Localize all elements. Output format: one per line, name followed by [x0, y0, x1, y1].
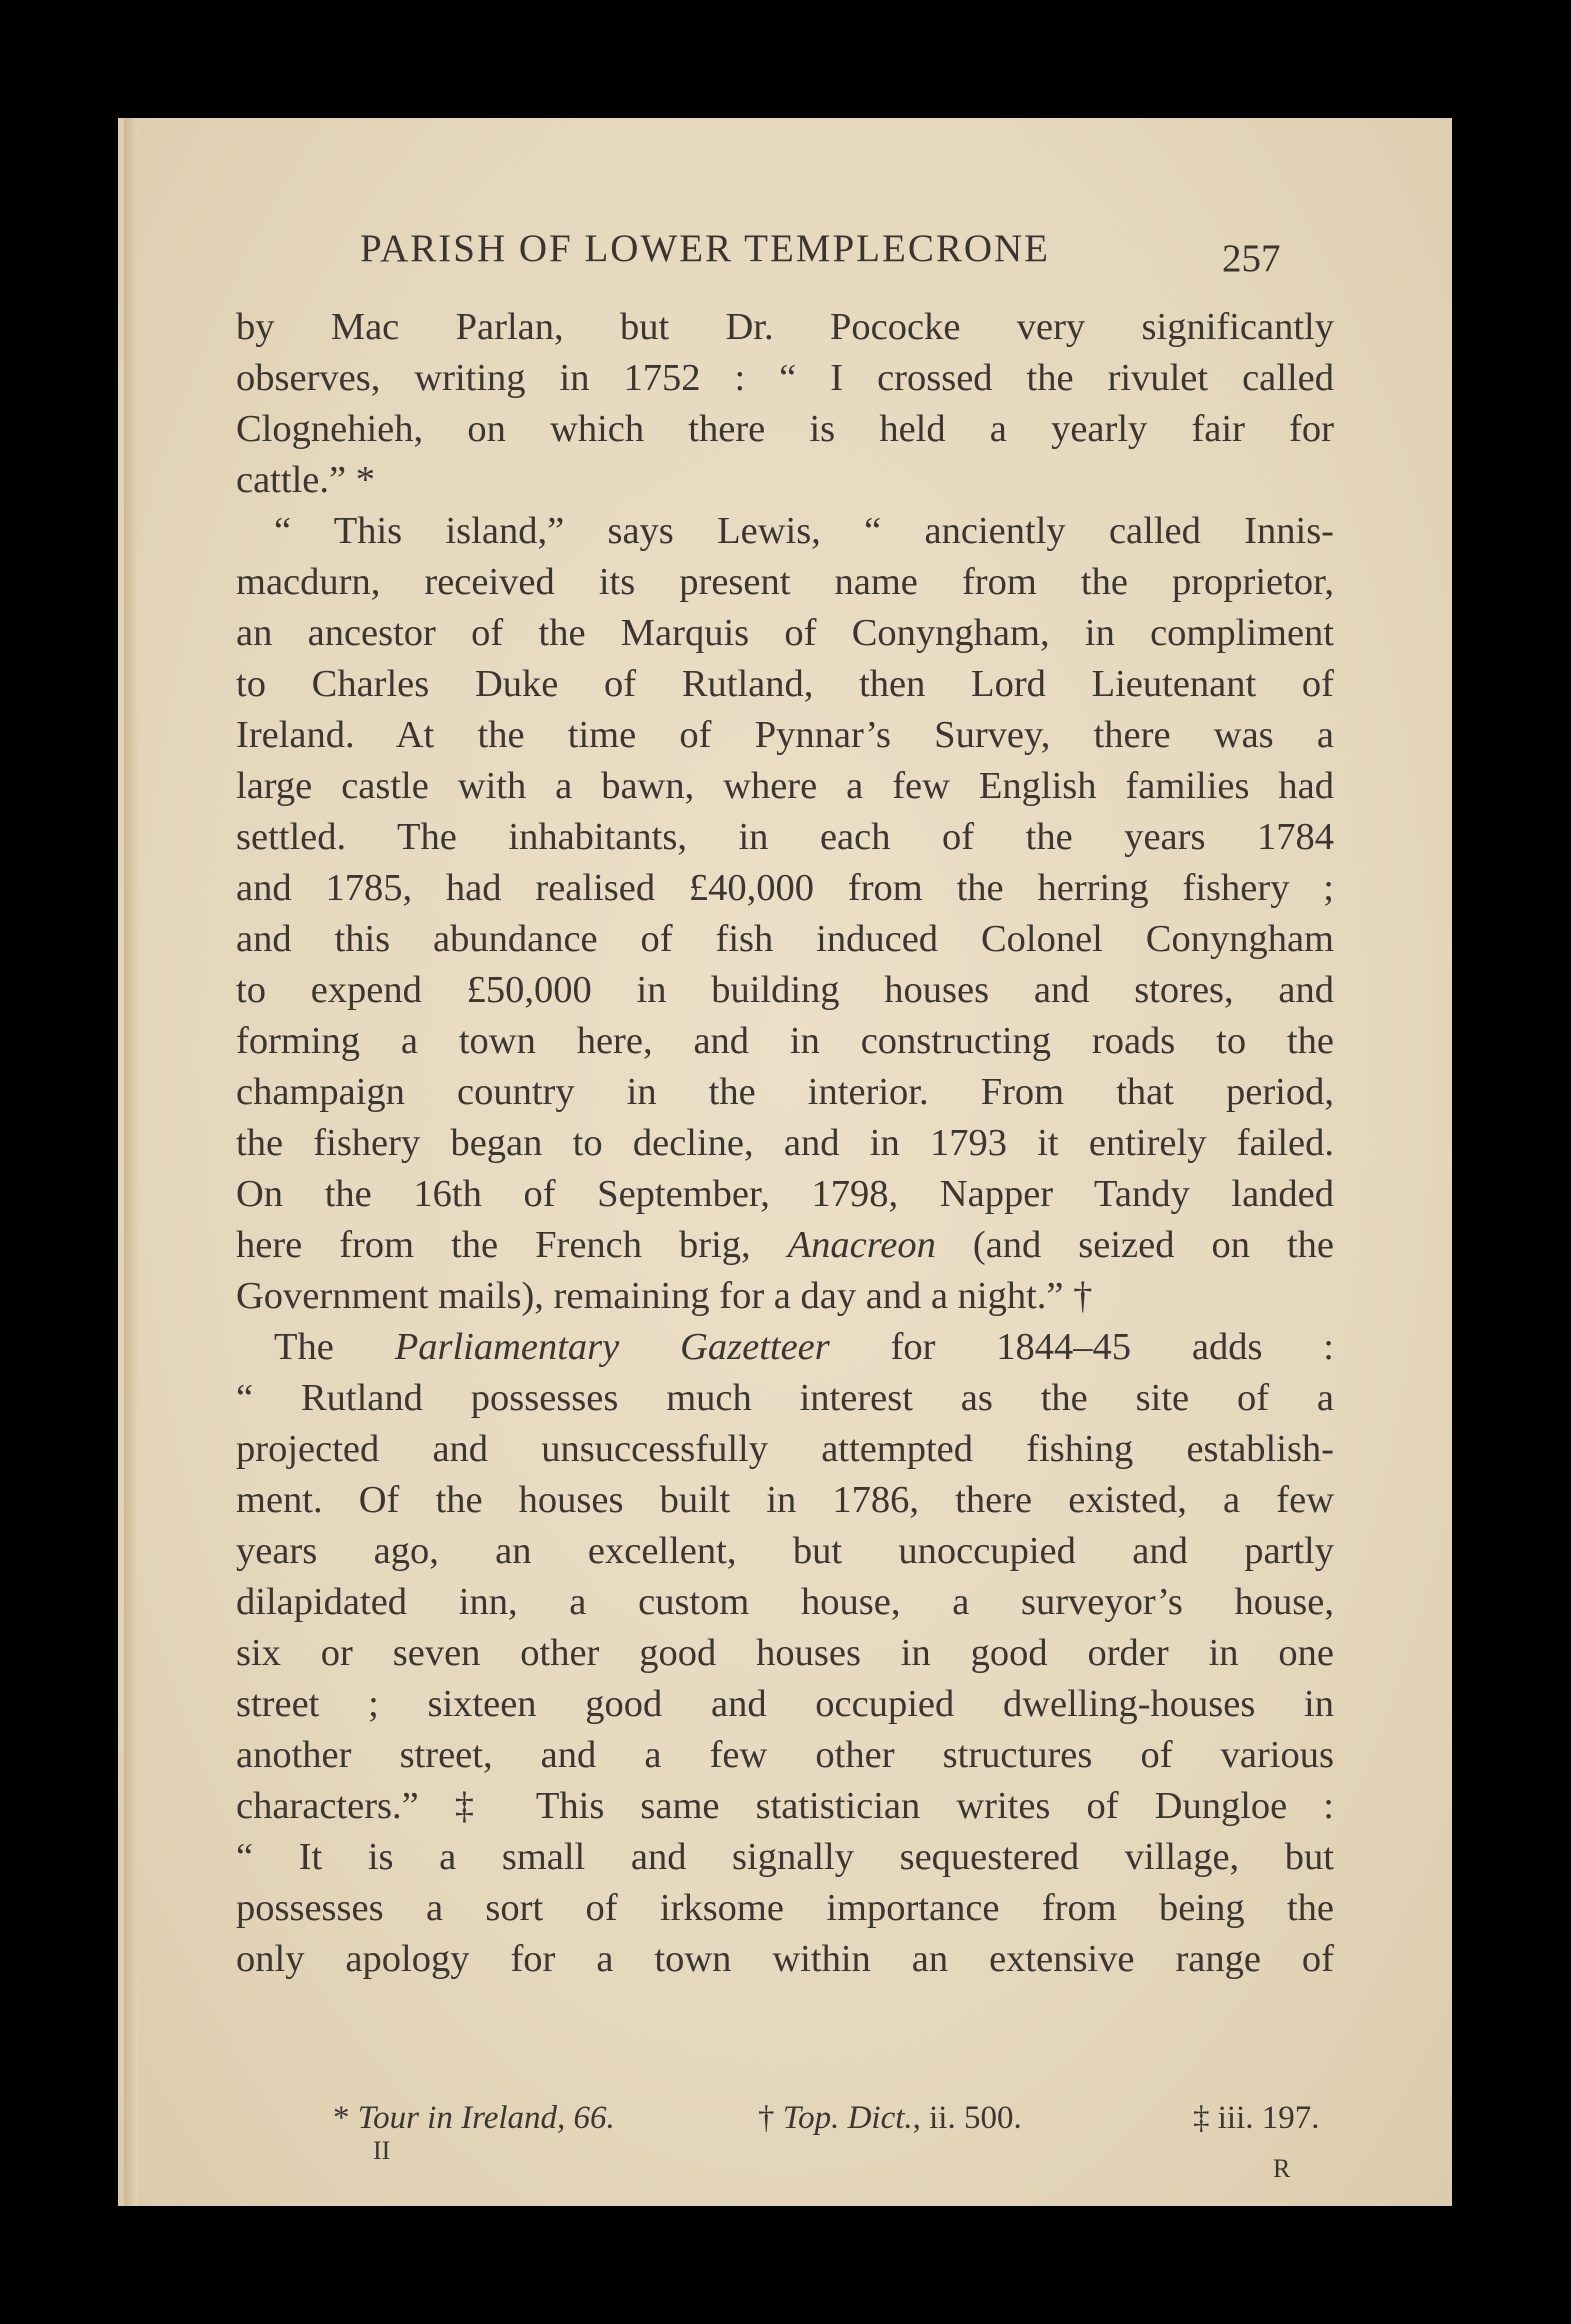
body-line: by Mac Parlan, but Dr. Pococke very significantly: [236, 306, 1334, 348]
body-line: Government mails), remaining for a day and a night.” †: [236, 1275, 1093, 1317]
body-line: The Parliamentary Gazetteer for 1844–45 adds :: [274, 1326, 1334, 1368]
italic-title: Anacreon: [787, 1224, 936, 1266]
page-number: 257: [1222, 237, 1281, 280]
footnote-title: Tour in Ireland: [357, 2100, 558, 2136]
body-line: dilapidated inn, a custom house, a surveyor’s house,: [236, 1581, 1334, 1623]
body-line: “ This island,” says Lewis, “ anciently called Innis-: [274, 510, 1334, 552]
body-line: possesses a sort of irksome importance from being the: [236, 1887, 1334, 1929]
running-title: PARISH OF LOWER TEMPLECRONE: [360, 227, 1050, 270]
body-line: ment. Of the houses built in 1786, there existed, a few: [236, 1479, 1334, 1521]
body-line: Ireland. At the time of Pynnar’s Survey, there was a: [236, 714, 1334, 756]
binding-edge: [124, 118, 138, 2206]
book-page: [118, 118, 1452, 2206]
footnote-1: [333, 2100, 615, 2137]
body-line: another street, and a few other structures of various: [236, 1734, 1334, 1776]
body-line: an ancestor of the Marquis of Conyngham, in compliment: [236, 612, 1334, 654]
footnotes: [218, 2100, 1352, 2183]
footnote-mark: *: [333, 2100, 358, 2136]
body-line: characters.” ‡ This same statistician writes of Dungloe :: [236, 1785, 1334, 1827]
body-line: On the 16th of September, 1798, Napper Tandy landed: [236, 1173, 1334, 1215]
signature-mark-right: R: [1273, 2154, 1291, 2183]
footnote-title: Top. Dict.: [782, 2100, 913, 2136]
italic-title: Parliamentary Gazetteer: [394, 1326, 830, 1368]
running-head: [118, 214, 1452, 284]
body-line: the fishery began to decline, and in 1793 it entirely failed.: [236, 1122, 1334, 1164]
body-line: “ Rutland possesses much interest as the site of a: [236, 1377, 1334, 1419]
body-line: six or seven other good houses in good order in one: [236, 1632, 1334, 1674]
body-line: to Charles Duke of Rutland, then Lord Lieutenant of: [236, 663, 1334, 705]
footnote-ref: , ii. 500.: [912, 2100, 1022, 2136]
body-line: years ago, an excellent, but unoccupied and partly: [236, 1530, 1334, 1572]
body-line: Clognehieh, on which there is held a yearly fair for: [236, 408, 1334, 450]
footnote-3: ‡ iii. 197.: [1193, 2100, 1320, 2136]
footnote-mark: †: [758, 2100, 783, 2136]
footnote-2: [758, 2100, 1022, 2137]
signature-mark-left: II: [373, 2136, 391, 2165]
body-line: observes, writing in 1752 : “ I crossed the rivulet called: [236, 357, 1334, 399]
body-line: only apology for a town within an extensive range of: [236, 1938, 1334, 1980]
body-line: projected and unsuccessfully attempted fishing establish-: [236, 1428, 1334, 1470]
body-line: and this abundance of fish induced Colonel Conyngham: [236, 918, 1334, 960]
body-line: cattle.” *: [236, 459, 375, 501]
footnote-ref: , 66.: [557, 2100, 615, 2136]
body-line: street ; sixteen good and occupied dwelling-houses in: [236, 1683, 1334, 1725]
body-text: [236, 302, 1334, 1985]
body-line: macdurn, received its present name from the proprietor,: [236, 561, 1334, 603]
body-line: “ It is a small and signally sequestered village, but: [236, 1836, 1334, 1878]
body-line: large castle with a bawn, where a few English families had: [236, 765, 1334, 807]
body-line: settled. The inhabitants, in each of the years 1784: [236, 816, 1334, 858]
body-line: and 1785, had realised £40,000 from the herring fishery ;: [236, 867, 1334, 909]
body-line: to expend £50,000 in building houses and stores, and: [236, 969, 1334, 1011]
body-line: here from the French brig, Anacreon (and seized on the: [236, 1224, 1335, 1266]
body-line: champaign country in the interior. From that period,: [236, 1071, 1334, 1113]
body-line: forming a town here, and in constructing roads to the: [236, 1020, 1334, 1062]
